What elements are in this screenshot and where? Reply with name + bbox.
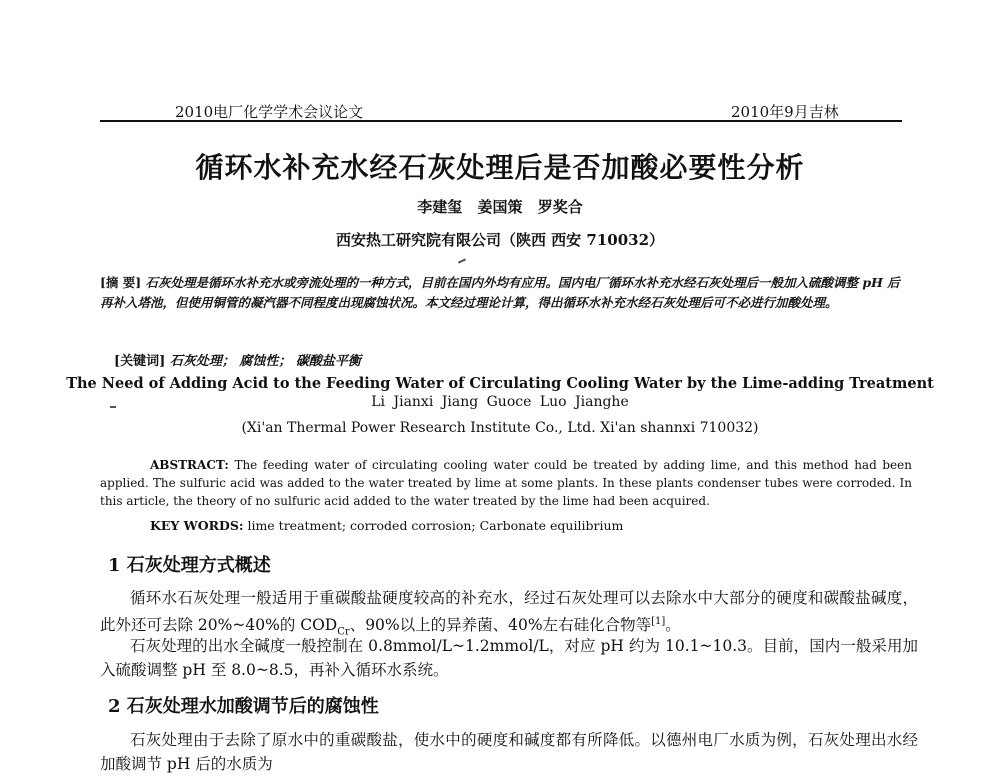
citation-ref: [1] — [651, 616, 666, 627]
paper-title-cn: 循环水补充水经石灰处理后是否加酸必要性分析 — [195, 151, 805, 184]
scan-speck — [110, 406, 116, 408]
section-heading-2: 2 石灰处理水加酸调节后的腐蚀性 — [108, 696, 379, 717]
affiliation-cn: 西安热工研究院有限公司（陕西 西安 710032） — [335, 231, 665, 249]
keywords-cn — [114, 350, 361, 369]
keywords-en-text: lime treatment; corroded corrosion; Carbonate equilibrium — [247, 518, 624, 533]
authors-cn: 李建玺 姜国策 罗奖合 — [417, 198, 583, 216]
abstract-cn-text: 石灰处理是循环水补充水或旁流处理的一种方式，目前在国内外均有应用。国内电厂循环水补充水经石灰处理后一般加入硫酸调整 pH 后再补入塔池，但使用铜管的凝汽器不同程度出现腐蚀状况。本文经过理论计算，得出循环水补充水经石灰处理后可不必进行加酸处理。 — [100, 275, 900, 310]
abstract-en-label: ABSTRACT: — [150, 458, 229, 472]
para-text: 、90%以上的异养菌、40%左右硅化合物等 — [349, 616, 652, 635]
header-divider — [100, 120, 902, 122]
para-text: 循环水石灰处理一般适用于重碳酸盐硬度较高的补充水，经过石灰处理可以去除水中大部分的硬度和碳酸盐碱度，此外还可去除 20%~40%的 COD — [100, 589, 918, 635]
keywords-cn-text: 石灰处理； 腐蚀性； 碳酸盐平衡 — [169, 354, 361, 369]
section-1-paragraph-2: 石灰处理的出水全碱度一般控制在 0.8mmol/L~1.2mmol/L，对应 pH 约为 10.1~10.3。目前，国内一般采用加入硫酸调整 pH 至 8.0~8.5，再补入循环水系统。 — [100, 637, 918, 679]
scan-speck — [458, 258, 466, 263]
running-header-left: 2010电厂化学学术会议论文 — [175, 103, 364, 121]
paper-title-en: The Need of Adding Acid to the Feeding Water of Circulating Cooling Water by the Lime-adding Treatment — [66, 375, 934, 392]
affiliation-en: (Xi'an Thermal Power Research Institute Co., Ltd. Xi'an shannxi 710032) — [241, 420, 759, 436]
abstract-cn-label: [摘 要] — [100, 275, 142, 290]
para-text: 。 — [665, 616, 681, 635]
abstract-cn — [100, 273, 910, 313]
section-heading-1: 1 石灰处理方式概述 — [108, 555, 271, 576]
running-header-right: 2010年9月吉林 — [731, 103, 839, 121]
keywords-en — [150, 518, 623, 533]
keywords-cn-label: [关键词] — [114, 354, 166, 369]
abstract-en-text: The feeding water of circulating cooling water could be treated by adding lime, and this method had been applied. The sulfuric acid was added to the water treated by lime at some plants. In these plants condenser tubes were corroded. In this article, the theory of no sulfuric acid added to the water treated by the lime had been acquired. — [100, 458, 912, 508]
section-2-paragraph-1: 石灰处理由于去除了原水中的重碳酸盐，使水中的硬度和碱度都有所降低。以德州电厂水质为例，石灰处理出水经加酸调节 pH 后的水质为 — [100, 731, 918, 773]
abstract-en — [100, 456, 912, 510]
authors-en: Li Jianxi Jiang Guoce Luo Jianghe — [371, 394, 629, 410]
keywords-en-label: KEY WORDS: — [150, 518, 244, 533]
cod-subscript: Cr — [337, 626, 350, 638]
